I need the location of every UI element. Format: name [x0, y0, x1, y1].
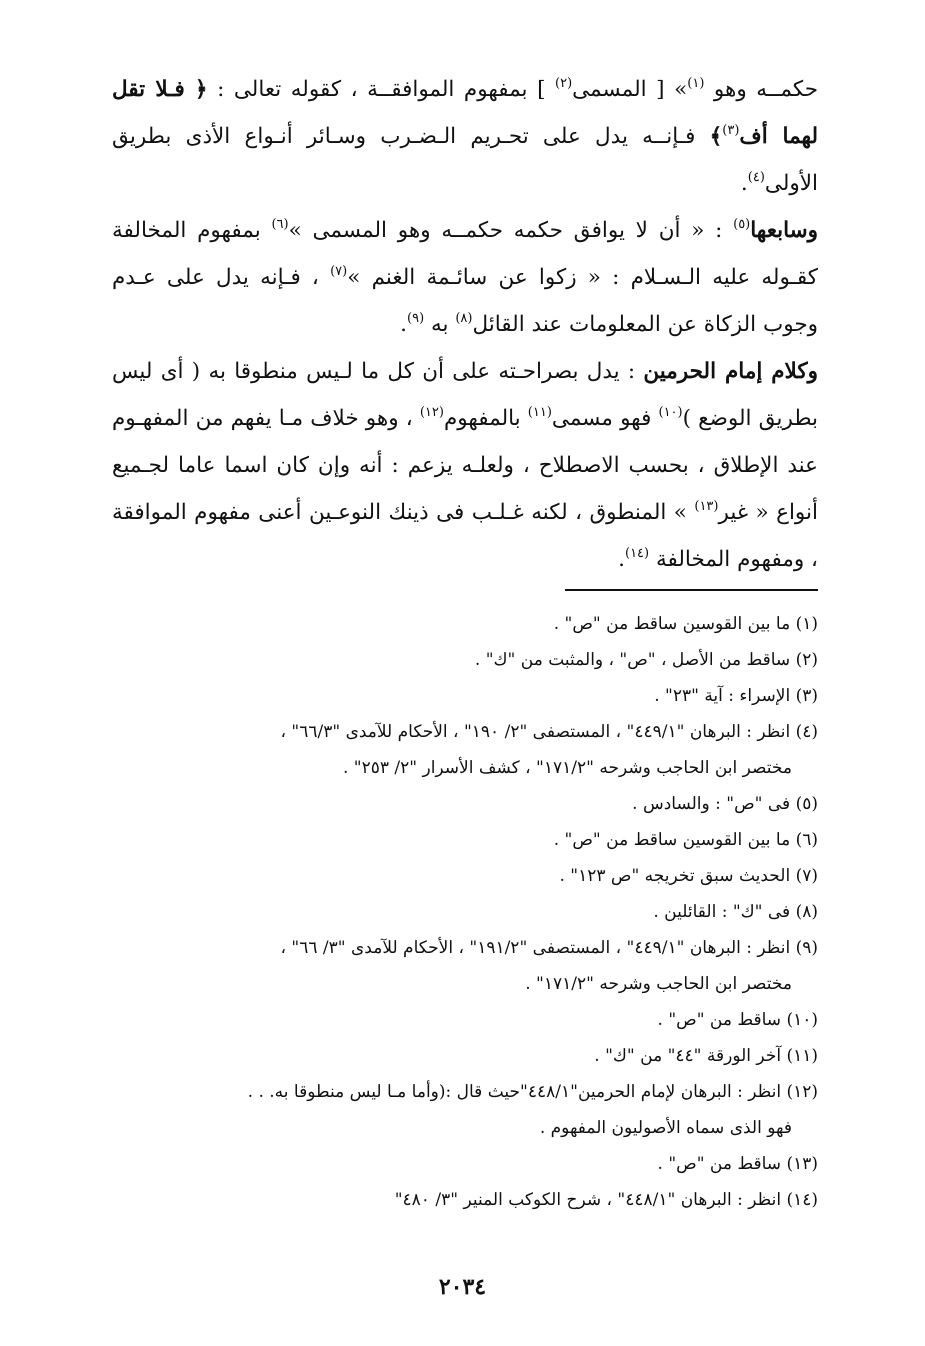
- page-number: ٢٠٣٤: [438, 1274, 487, 1300]
- footnote-ref-3: (٣): [722, 122, 740, 138]
- footnote-text: (١٠) ساقط من "ص" .: [657, 1010, 818, 1030]
- footnote-ref-9: (٩): [407, 310, 425, 326]
- footnote-text: مختصر ابن الحاجب وشرحه "١٧١/٢" ، كشف الأسرار "٢/ ٢٥٣" .: [342, 758, 792, 778]
- footnote-3: [112, 678, 818, 714]
- quran-quote-end: ﴾: [709, 124, 723, 149]
- footnote-4-continuation: [112, 750, 818, 786]
- footnote-13: [112, 1146, 818, 1182]
- footnote-text: (١١) آخر الورقة "٤٤" من "ك" .: [594, 1046, 818, 1066]
- footnote-text: فهو الذى سماه الأصوليون المفهوم .: [539, 1118, 792, 1138]
- text-run: فهو مسمى: [551, 406, 659, 431]
- footnote-8: [112, 894, 818, 930]
- footnotes-list: [112, 606, 818, 1218]
- text-run: .: [740, 171, 748, 196]
- footnote-text: (٩) انظر : البرهان "٤٤٩/١" ، المستصفى "١٩١/٢" ، الأحكام للآمدى "٣/ ٦٦" ،: [280, 938, 818, 958]
- text-run: .: [618, 547, 625, 572]
- footnote-9-continuation: [112, 966, 818, 1002]
- footnote-5: [112, 786, 818, 822]
- quran-quote: ﴿ فـلا تقل لهما أف: [112, 77, 819, 149]
- footnote-text: (٨) فى "ك" : القائلين .: [653, 902, 818, 922]
- footnote-ref-1: (١): [687, 75, 705, 91]
- footnote-ref-5: (٥): [733, 216, 751, 232]
- footnote-text: (١٤) انظر : البرهان "٤٤٨/١" ، شرح الكوكب المنير "٣/ ٤٨٠": [394, 1190, 818, 1210]
- text-run: بمفهوم المخالفة كقـوله عليه الـسـلام : « زكوا عن سائـمة الغنم »: [112, 218, 818, 290]
- footnote-text: (٥) فى "ص" : والسادس .: [632, 794, 818, 814]
- footnote-text: (٢) ساقط من الأصل ، "ص" ، والمثبت من "ك" .: [474, 650, 818, 670]
- footnote-ref-12: (١٢): [419, 404, 444, 420]
- paragraph-label: وكلام إمام الحرمين: [643, 359, 818, 384]
- footnote-ref-8: (٨): [455, 310, 473, 326]
- footnote-text: (١) ما بين القوسين ساقط من "ص" .: [553, 614, 818, 634]
- footnote-1: [112, 606, 818, 642]
- footnote-10: [112, 1002, 818, 1038]
- footnote-ref-7: (٧): [330, 263, 348, 279]
- footnote-12-continuation: [112, 1110, 818, 1146]
- text-run: ، وهو خلاف مـا يفهم من المفهـوم عند الإطلاق ، بحسب الاصطلاح ، ولعلـه يزعم : أنه وإن كان اسما عاما لجـميع أنواع « غير: [112, 406, 818, 525]
- footnote-ref-13: (١٣): [694, 498, 719, 514]
- footnote-text: (٤) انظر : البرهان "٤٤٩/١" ، المستصفى "٢/ ١٩٠" ، الأحكام للآمدى "٦٦/٣" ،: [280, 722, 818, 742]
- footnote-text: (٣) الإسراء : آية "٢٣" .: [654, 686, 818, 706]
- text-run: ] بمفهوم الموافقــة ، كقوله تعالى :: [207, 77, 555, 102]
- footnote-12: [112, 1074, 818, 1110]
- footnote-ref-4: (٤): [747, 169, 765, 185]
- footnote-text: (١٣) ساقط من "ص" .: [657, 1154, 818, 1174]
- footnote-11: [112, 1038, 818, 1074]
- footnote-9: [112, 930, 818, 966]
- text-run: .: [400, 312, 408, 337]
- paragraph-3: [112, 348, 818, 583]
- footnote-ref-11: (١١): [527, 404, 552, 420]
- text-run: » [ المسمى: [572, 77, 688, 102]
- text-run: : « أن لا يوافق حكمه حكمــه وهو المسمى »: [288, 218, 734, 243]
- text-run: بالمفهوم: [443, 406, 528, 431]
- footnote-text: مختصر ابن الحاجب وشرحه "١٧١/٢" .: [525, 974, 792, 994]
- text-run: فـإنــه يدل على تحـريم الـضـرب وسـائر أنـواع الأذى بطريق الأولى: [112, 124, 818, 196]
- footnote-ref-6: (٦): [271, 216, 289, 232]
- paragraph-1: [112, 66, 818, 207]
- text-run: » المنطوق ، لكنه غـلـب فى ذينك النوعـين أعنى مفهوم الموافقة ، ومفهوم المخالفة: [112, 500, 818, 572]
- footnote-14: [112, 1182, 818, 1218]
- footnote-separator: [565, 589, 818, 591]
- text-run: به: [424, 312, 456, 337]
- paragraph-2: [112, 207, 818, 348]
- main-text: [112, 66, 818, 583]
- footnote-text: (٦) ما بين القوسين ساقط من "ص" .: [553, 830, 818, 850]
- footnote-text: (١٢) انظر : البرهان لإمام الحرمين"٤٤٨/١"حيث قال :(وأما مـا ليس منطوقا به. . .: [247, 1082, 818, 1102]
- text-run: حكمــه وهو: [704, 77, 819, 102]
- footnote-7: [112, 858, 818, 894]
- footnote-ref-14: (١٤): [624, 545, 650, 561]
- text-run: ، فـإنه يدل على عـدم وجوب الزكاة عن المعلومات عند القائل: [112, 265, 818, 337]
- footnote-2: [112, 642, 818, 678]
- paragraph-label: وسابعها: [750, 218, 819, 243]
- text-run: : يدل بصراحـته على أن كل ما لـيس منطوقا به ( أى ليس بطريق الوضع ): [112, 359, 818, 431]
- footnote-text: (٧) الحديث سبق تخريجه "ص ١٢٣" .: [559, 866, 818, 886]
- footnote-ref-2: (٢): [555, 75, 573, 91]
- footnote-ref-10: (١٠): [658, 404, 683, 420]
- footnote-4: [112, 714, 818, 750]
- footnote-6: [112, 822, 818, 858]
